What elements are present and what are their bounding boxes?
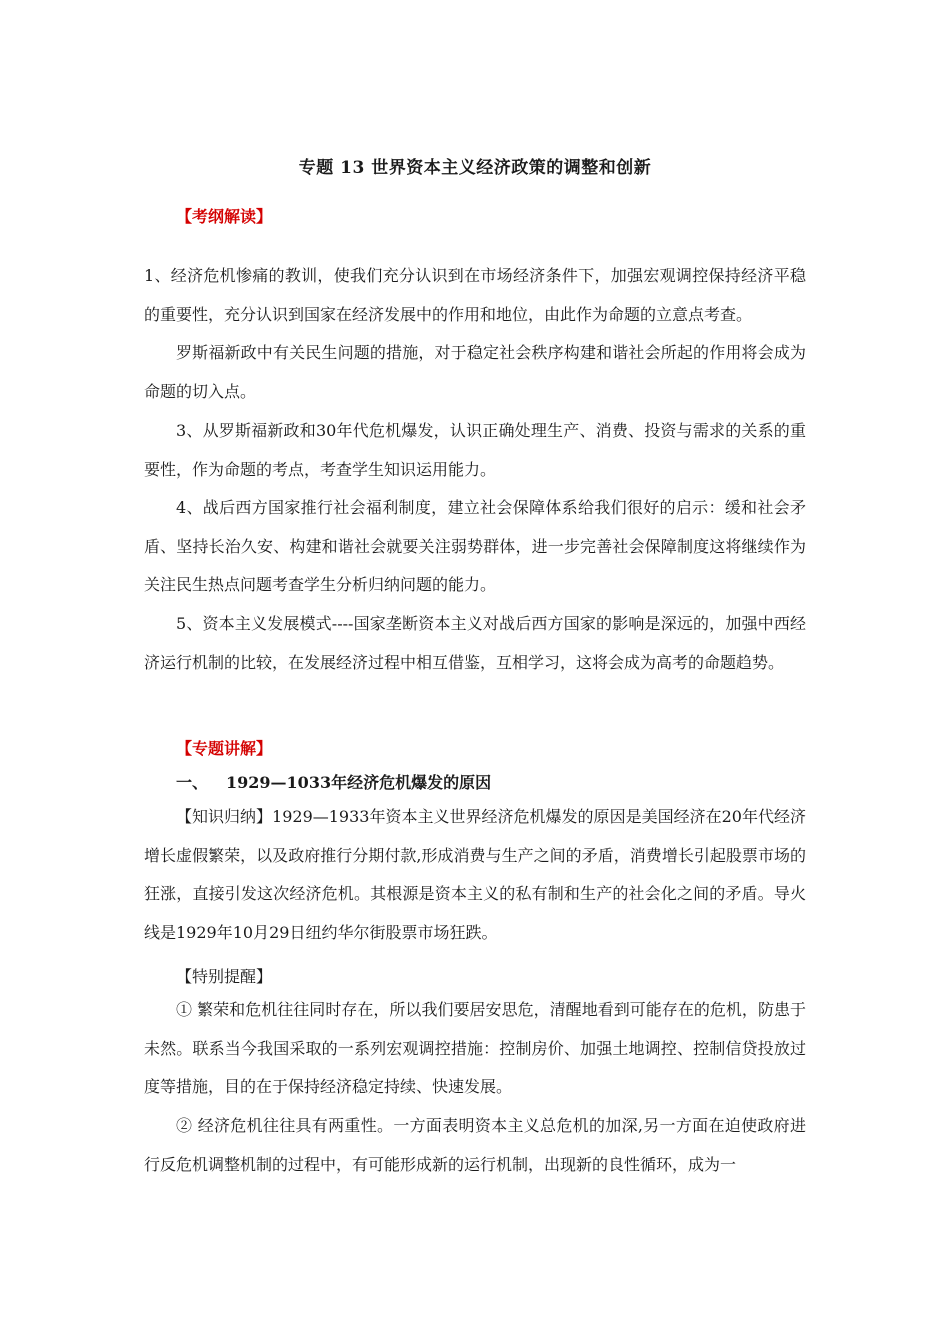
knowledge-paragraph: 【知识归纳】1929—1933年资本主义世界经济危机爆发的原因是美国经济在20年代经济增长虚假繁荣，以及政府推行分期付款,形成消费与生产之间的矛盾，消费增长引起股票市场的狂涨，直接引发这次经济危机。其根源是资本主义的私有制和生产的社会化之间的矛盾。导火线是1929年10月29日纽约华尔街股票市场狂跌。 xyxy=(144,807,806,942)
outline-paragraph-2: 罗斯福新政中有关民生问题的措施，对于稳定社会秩序构建和谐社会所起的作用将会成为命题的切入点。 xyxy=(144,343,806,401)
reminder-item-1: ① 繁荣和危机往往同时存在，所以我们要居安思危，清醒地看到可能存在的危机，防患于未然。联系当今我国采取的一系列宏观调控措施：控制房价、加强土地调控、控制信贷投放过度等措施，目的在于保持经济稳定持续、快速发展。 xyxy=(144,1000,806,1097)
outline-heading: 【考纲解读】 xyxy=(176,207,273,226)
document-title: 专题 13 世界资本主义经济政策的调整和创新 xyxy=(298,158,652,178)
outline-paragraph-5: 5、资本主义发展模式----国家垄断资本主义对战后西方国家的影响是深远的，加强中西经济运行机制的比较，在发展经济过程中相互借鉴，互相学习，这将会成为高考的命题趋势。 xyxy=(144,614,806,672)
outline-paragraph-1: 1、经济危机惨痛的教训，使我们充分认识到在市场经济条件下，加强宏观调控保持经济平稳的重要性，充分认识到国家在经济发展中的作用和地位，由此作为命题的立意点考查。 xyxy=(144,266,806,324)
outline-paragraph-4: 4、战后西方国家推行社会福利制度，建立社会保障体系给我们很好的启示：缓和社会矛盾、坚持长治久安、构建和谐社会就要关注弱势群体，进一步完善社会保障制度这将继续作为关注民生热点问题考查学生分析归纳问题的能力。 xyxy=(144,498,806,595)
reminder-label: 【特别提醒】 xyxy=(176,967,273,986)
outline-paragraph-3: 3、从罗斯福新政和30年代危机爆发，认识正确处理生产、消费、投资与需求的关系的重要性，作为命题的考点，考查学生知识运用能力。 xyxy=(144,421,806,479)
lecture-heading: 【专题讲解】 xyxy=(176,739,273,758)
subsection-number: 一、 xyxy=(176,773,209,792)
subsection-title: 1929—1033年经济危机爆发的原因 xyxy=(226,773,492,792)
subsection-heading xyxy=(176,770,491,793)
reminder-item-2: ② 经济危机往往具有两重性。一方面表明资本主义总危机的加深,另一方面在迫使政府进行反危机调整机制的过程中，有可能形成新的运行机制，出现新的良性循环，成为一 xyxy=(144,1116,806,1174)
